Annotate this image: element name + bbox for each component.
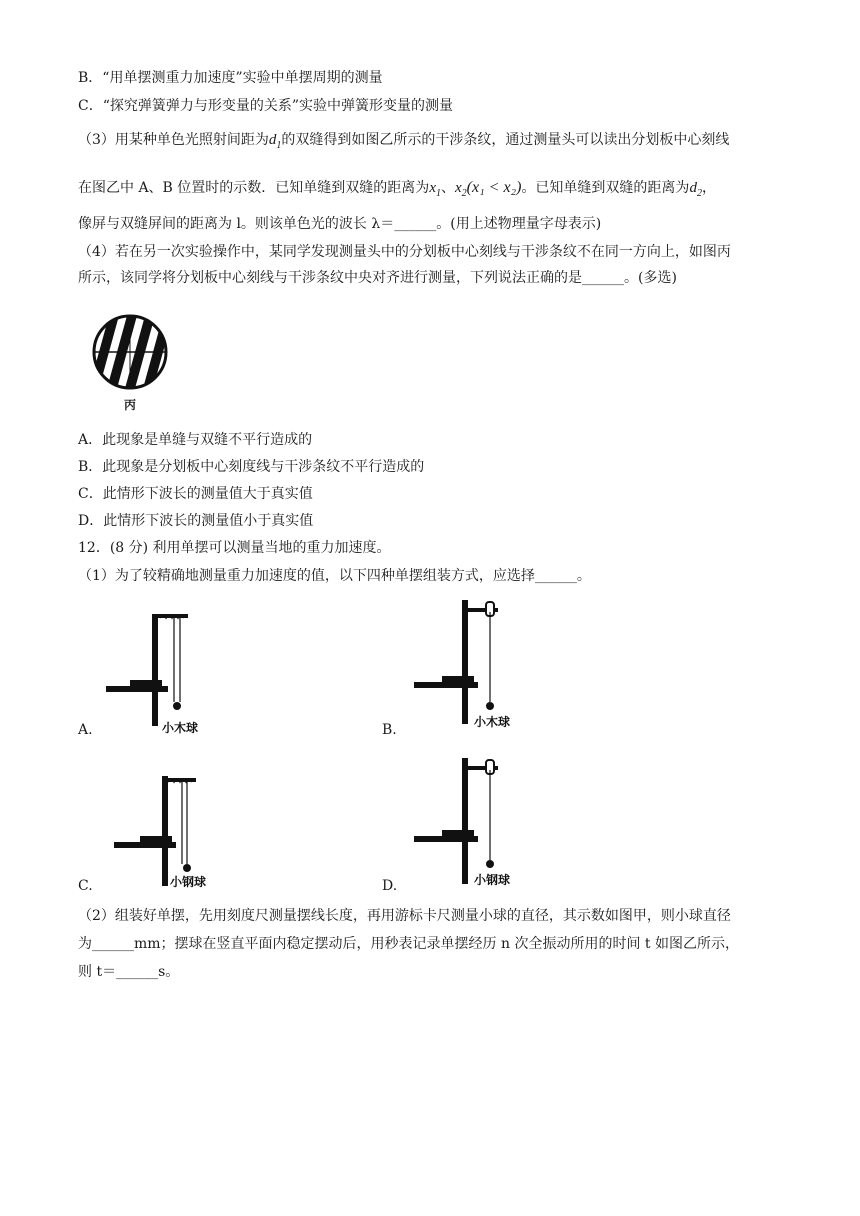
q12-part2-line3: 则 t＝______s。 <box>78 964 180 980</box>
q4-line1: （4）若在另一次实验操作中，某同学发现测量头中的分划板中心刻线与干涉条纹不在同一方向上，如图丙 <box>78 244 731 260</box>
pendulum-option-b-label: B. <box>382 722 397 738</box>
q12-part2-line1: （2）组装好单摆，先用刻度尺测量摆线长度，再用游标卡尺测量小球的直径，其示数如图甲，则小球直径 <box>78 908 731 924</box>
pendulum-option-a-ball: 小木球 <box>162 721 199 735</box>
figure-bing-caption: 丙 <box>124 398 137 412</box>
pendulum-option-d-diagram <box>408 756 528 892</box>
option-b-previous: B．“用单摆测重力加速度”实验中单摆周期的测量 <box>78 70 383 86</box>
q3-line1: （3）用某种单色光照射间距为$d_1$的双缝得到如图乙所示的干涉条纹，通过测量头可以读出分划板中心刻线 <box>78 132 730 151</box>
pendulum-option-d-ball: 小钢球 <box>474 873 511 887</box>
figure-bing <box>88 312 172 412</box>
option-b: B．此现象是分划板中心刻度线与干涉条纹不平行造成的 <box>78 459 425 475</box>
pendulum-option-a-diagram <box>100 612 220 736</box>
pendulum-option-a-label: A. <box>78 722 93 738</box>
pendulum-option-c-diagram <box>110 770 230 894</box>
pendulum-option-b-diagram <box>408 598 528 734</box>
pendulum-option-c-label: C. <box>78 878 93 894</box>
option-d: D．此情形下波长的测量值小于真实值 <box>78 513 314 529</box>
q3-line2: 在图乙中 A、B 位置时的示数．已知单缝到双缝的距离为$x_1$、$x_2(x_1 < x_2)$。已知单缝到双缝的距离为$d_2$， <box>78 179 716 199</box>
q12-title: 12．(8 分) 利用单摆可以测量当地的重力加速度。 <box>78 540 391 556</box>
pendulum-option-c-ball: 小钢球 <box>170 875 207 889</box>
var-d1: $d_1$ <box>268 132 282 151</box>
q12-part1: （1）为了较精确地测量重力加速度的值，以下四种单摆组装方式，应选择______。 <box>78 568 591 584</box>
option-a: A．此现象是单缝与双缝不平行造成的 <box>78 432 313 448</box>
q12-part2-line2: 为______mm；摆球在竖直平面内稳定摆动后，用秒表记录单摆经历 n 次全振动所用的时间 t 如图乙所示， <box>78 936 739 952</box>
pendulum-option-d-label: D. <box>382 878 398 894</box>
fringe-reticle-diagram <box>88 312 172 392</box>
option-c: C．此情形下波长的测量值大于真实值 <box>78 486 313 502</box>
q3-line3: 像屏与双缝屏间的距离为 l。则该单色光的波长 λ＝______。(用上述物理量字母表示) <box>78 216 602 232</box>
option-c-previous: C．“探究弹簧弹力与形变量的关系”实验中弹簧形变量的测量 <box>78 98 454 114</box>
q4-line2: 所示，该同学将分划板中心刻线与干涉条纹中央对齐进行测量，下列说法正确的是______。(多选) <box>78 270 677 286</box>
pendulum-option-b-ball: 小木球 <box>474 715 511 729</box>
